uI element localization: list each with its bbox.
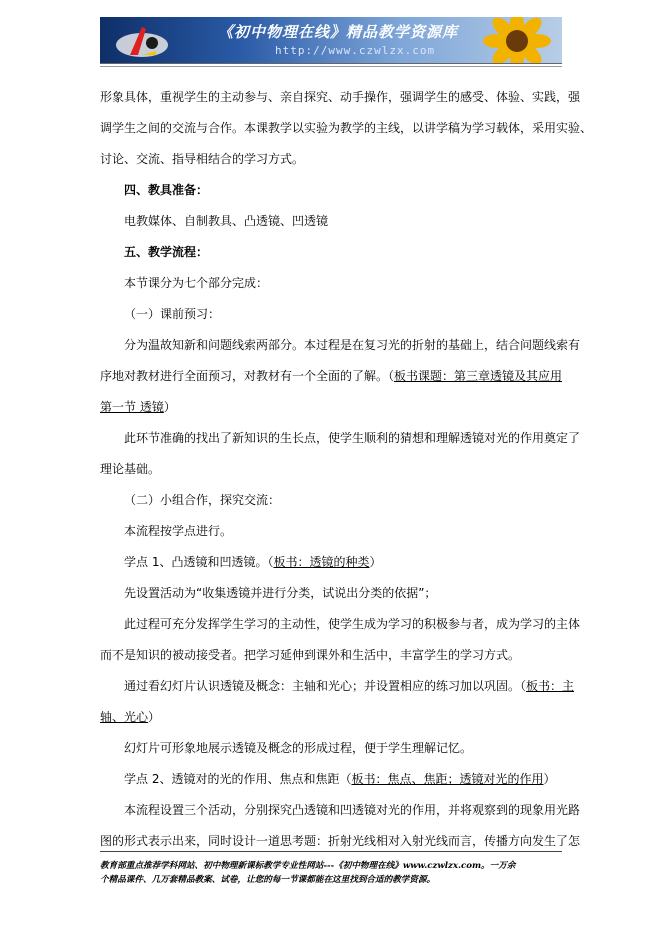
closing-paren: ） — [163, 400, 176, 414]
learning-point-1 — [100, 547, 570, 578]
part-2-activities-line-1: 本流程设置三个活动，分别探究凸透镜和凹透镜对光的作用，并将观察到的现象用光路 — [124, 803, 581, 817]
section-4-heading: 四、教具准备： — [124, 183, 209, 197]
footer-line-1: 教育部重点推荐学科网站、初中物理新课标教学专业性网站---《初中物理在线》www.czwlzx.com。一万余 — [100, 861, 516, 871]
part-1-comment-line-2: 理论基础。 — [100, 462, 161, 476]
part-1-comment-line-1: 此环节准确的找出了新知识的生长点，使学生顺利的猜想和理解透镜对光的作用奠定了 — [124, 431, 581, 445]
board-note-axis-cont: 轴、光心 — [100, 710, 149, 724]
body-line-2: 调学生之间的交流与合作。本课教学以实验为教学的主线，以讲学稿为学习载体，采用实验、 — [100, 121, 593, 135]
document-body — [100, 82, 593, 857]
part-1-paragraph-line-2 — [100, 361, 570, 392]
part-1-paragraph-line-3 — [100, 392, 570, 423]
part-2-title: （二）小组合作，探究交流： — [124, 493, 281, 507]
page-footer — [100, 859, 570, 887]
part-2-activities-line-2: 图的形式表示出来，同时设计一道思考题：折射光线相对入射光线而言，传播方向发生了怎 — [100, 834, 581, 848]
learning-point-2 — [100, 764, 570, 795]
footer-rule — [100, 851, 562, 852]
site-title: 《初中物理在线》精品教学资源库 — [218, 23, 459, 41]
part-2-paragraph-line-1: 此过程可充分发挥学生学习的主动性，使学生成为学习的积极参与者，成为学习的主体 — [124, 617, 581, 631]
header-rule-secondary — [100, 66, 562, 67]
part-1-text: 序地对教材进行全面预习，对教材有一个全面的了解。（ — [100, 369, 395, 383]
board-note-chapter: 板书课题：第三章透镜及其应用 — [394, 369, 563, 383]
body-line-1: 形象具体，重视学生的主动参与、亲自探究、动手操作，强调学生的感受、体验、实践，强 — [100, 90, 581, 104]
board-note-focus: 板书：焦点、焦距；透镜对光的作用 — [351, 772, 544, 786]
learning-point-2-text: 学点 2、透镜对的光的作用、焦点和焦距（ — [124, 772, 352, 786]
sunflower-icon — [472, 17, 562, 64]
closing-paren: ） — [369, 555, 382, 569]
closing-paren: ） — [543, 772, 556, 786]
body-line-3: 讨论、交流、指导相结合的学习方式。 — [100, 152, 305, 166]
footer-line-2: 个精品课件、几万套精品教案、试卷，让您的每一节课都能在这里找到合适的教学资源。 — [100, 875, 436, 885]
board-note-axis: 板书：主 — [526, 679, 575, 693]
board-note-section: 第一节 透镜 — [100, 400, 164, 414]
header-banner — [100, 17, 562, 64]
site-url[interactable]: http://www.czwlzx.com — [275, 44, 436, 57]
activity-text: 先设置活动为“收集透镜并进行分类，试说出分类的依据”； — [124, 586, 437, 600]
part-2-paragraph-line-2: 而不是知识的被动接受者。把学习延伸到课外和生活中，丰富学生的学习方式。 — [100, 648, 521, 662]
part-2-intro: 本流程按学点进行。 — [124, 524, 233, 538]
part-1-title: （一）课前预习： — [124, 307, 221, 321]
site-logo-icon — [112, 21, 172, 61]
slides-line-1 — [100, 671, 575, 702]
closing-paren: ） — [148, 710, 161, 724]
section-5-intro: 本节课分为七个部分完成： — [124, 276, 269, 290]
learning-point-1-text: 学点 1、凸透镜和凹透镜。（ — [124, 555, 274, 569]
header-rule — [100, 63, 562, 64]
part-1-paragraph-line-1: 分为温故知新和问题线索两部分。本过程是在复习光的折射的基础上，结合问题线索有 — [124, 338, 581, 352]
slides-line-2 — [100, 702, 570, 733]
section-4-text: 电教媒体、自制教具、凸透镜、凹透镜 — [124, 214, 329, 228]
slides-comment: 幻灯片可形象地展示透镜及概念的形成过程，便于学生理解记忆。 — [124, 741, 473, 755]
board-note-lens-types: 板书：透镜的种类 — [273, 555, 370, 569]
slides-text: 通过看幻灯片认识透镜及概念：主轴和光心；并设置相应的练习加以巩固。（ — [124, 679, 527, 693]
section-5-heading: 五、教学流程： — [124, 245, 209, 259]
